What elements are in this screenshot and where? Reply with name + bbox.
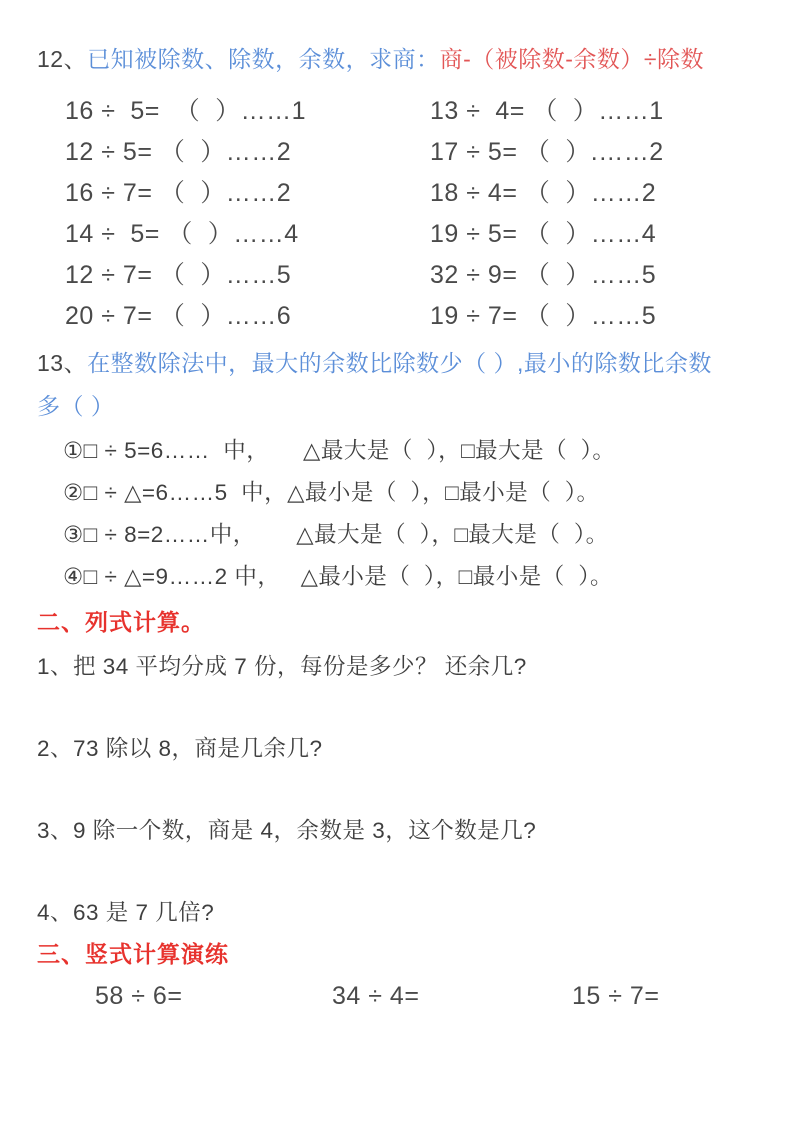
section2-question-4: 4、63 是 7 几倍? (37, 900, 215, 925)
q12-right-equation: 18 ÷ 4= （ ）……2 (430, 178, 657, 207)
q13-subitem-4: ④□ ÷ △=9……2 中， △最小是（ ），□最小是（ ）。 (63, 564, 613, 589)
q12-row (65, 211, 793, 252)
q12-title (37, 44, 793, 75)
q13-subitem-1: ①□ ÷ 5=6…… 中， △最大是（ ），□最大是（ ）。 (63, 438, 616, 463)
q13-prompt-line1: 在整数除法中，最大的余数比除数少（ ）,最小的除数比余数 (87, 350, 712, 376)
q13-line1 (37, 342, 793, 385)
q12-row (65, 293, 793, 334)
q12-row (65, 88, 793, 129)
q12-row (65, 252, 793, 293)
vertical-problem-2: 34 ÷ 4= (332, 982, 420, 1010)
q13-subitems (63, 430, 793, 598)
q13-subitem-2: ②□ ÷ △=6……5 中，△最小是（ ），□最小是（ ）。 (63, 480, 600, 505)
q13-number: 13、 (37, 350, 88, 376)
q12-left-equation: 16 ÷ 5= （ ）……1 (65, 96, 307, 125)
section3-title: 三、竖式计算演练 (37, 941, 229, 967)
q12-left-equation: 16 ÷ 7= （ ）……2 (65, 178, 292, 207)
q12-right-equation: 13 ÷ 4= （ ）……1 (430, 96, 664, 125)
section2-question-1: 1、把 34 平均分成 7 份，每份是多少？ 还余几? (37, 654, 527, 679)
q13-prompt (37, 342, 793, 428)
q12-equation-grid (65, 88, 793, 334)
q12-right-equation: 17 ÷ 5= （ ）.……2 (430, 137, 664, 166)
section2-question-3: 3、9 除一个数，商是 4，余数是 3，这个数是几? (37, 818, 537, 843)
vertical-problem-1: 58 ÷ 6= (95, 982, 183, 1010)
q13-subitem-3: ③□ ÷ 8=2……中， △最大是（ ），□最大是（ ）。 (63, 522, 609, 547)
q12-row (65, 170, 793, 211)
q12-number: 12、 (37, 46, 88, 72)
q12-prompt: 已知被除数、除数，余数，求商： (87, 46, 440, 72)
q12-right-equation: 19 ÷ 5= （ ）……4 (430, 219, 657, 248)
q12-row (65, 129, 793, 170)
q12-formula: 商-（被除数-余数）÷除数 (439, 46, 705, 72)
section3-problems (95, 978, 793, 1014)
vertical-problem-3: 15 ÷ 7= (572, 982, 660, 1010)
q12-left-equation: 14 ÷ 5= （ ）……4 (65, 219, 299, 248)
q12-right-equation: 19 ÷ 7= （ ）……5 (430, 301, 657, 330)
section2-question-2: 2、73 除以 8，商是几余几? (37, 736, 323, 761)
q12-right-equation: 32 ÷ 9= （ ）……5 (430, 260, 657, 289)
q12-left-equation: 12 ÷ 7= （ ）……5 (65, 260, 292, 289)
q12-left-equation: 12 ÷ 5= （ ）……2 (65, 137, 292, 166)
q12-left-equation: 20 ÷ 7= （ ）……6 (65, 301, 292, 330)
section2-title: 二、列式计算。 (37, 609, 205, 635)
q13-prompt-line2: 多（ ） (37, 393, 115, 419)
